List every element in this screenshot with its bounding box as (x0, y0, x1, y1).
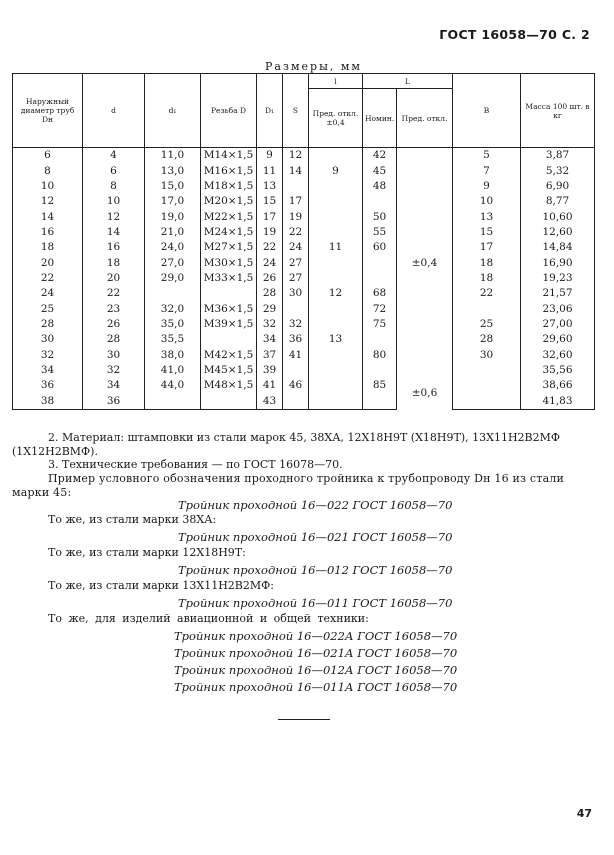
cell-thread: M42×1,5 (201, 347, 257, 362)
cell-thread: M24×1,5 (201, 225, 257, 240)
cell-L-nominal: 80 (363, 347, 397, 362)
col-L: L (363, 74, 453, 89)
cell-d1: 21,0 (145, 225, 201, 240)
cell-l (309, 209, 363, 224)
cell-mass: 16,90 (521, 255, 595, 270)
cell-thread: M22×1,5 (201, 209, 257, 224)
col-B: B (453, 74, 521, 148)
cell-d1: 35,5 (145, 332, 201, 347)
cell-l (309, 225, 363, 240)
cell-B (453, 301, 521, 316)
cell-d: 23 (83, 301, 145, 316)
cell-d: 18 (83, 255, 145, 270)
cell-L-nominal: 50 (363, 209, 397, 224)
cell-l: 9 (309, 163, 363, 178)
note-tech-requirements: 3. Технические требования — по ГОСТ 16078—70. (48, 458, 343, 471)
cell-S: 24 (283, 240, 309, 255)
cell-d: 4 (83, 148, 145, 164)
cell-mass: 5,32 (521, 163, 595, 178)
cell-d: 26 (83, 317, 145, 332)
cell-mass: 3,87 (521, 148, 595, 164)
cell-D1: 41 (257, 378, 283, 393)
cell-thread: M18×1,5 (201, 179, 257, 194)
cell-d1: 15,0 (145, 179, 201, 194)
cell-l (309, 255, 363, 270)
cell-D1: 34 (257, 332, 283, 347)
cell-B: 7 (453, 163, 521, 178)
cell-L-nominal: 75 (363, 317, 397, 332)
cell-thread: M30×1,5 (201, 255, 257, 270)
table-row (13, 286, 595, 301)
cell-l (309, 301, 363, 316)
cell-d: 34 (83, 378, 145, 393)
cell-thread (201, 394, 257, 410)
cell-D1: 37 (257, 347, 283, 362)
cell-D1: 43 (257, 394, 283, 410)
cell-mass: 14,84 (521, 240, 595, 255)
cell-d: 8 (83, 179, 145, 194)
cell-thread: M20×1,5 (201, 194, 257, 209)
table-row (13, 255, 595, 270)
cell-L-nominal: 60 (363, 240, 397, 255)
cell-B: 18 (453, 271, 521, 286)
cell-d1: 27,0 (145, 255, 201, 270)
cell-S: 14 (283, 163, 309, 178)
cell-d1 (145, 394, 201, 410)
cell-mass: 32,60 (521, 347, 595, 362)
cell-l (309, 394, 363, 410)
cell-L-nominal (363, 194, 397, 209)
cell-thread: M36×1,5 (201, 301, 257, 316)
col-outer-diameter: Наружный диаметр труб Dн (13, 74, 83, 148)
table-row (13, 271, 595, 286)
cell-L-nominal: 48 (363, 179, 397, 194)
cell-l (309, 317, 363, 332)
table-row (13, 394, 595, 410)
cell-d1: 44,0 (145, 378, 201, 393)
cell-B (453, 394, 521, 410)
cell-l (309, 148, 363, 164)
cell-mass: 21,57 (521, 286, 595, 301)
example-designation-6: Тройник проходной 16—021А ГОСТ 16058—70 (174, 646, 458, 660)
cell-dn: 30 (13, 332, 83, 347)
cell-S: 32 (283, 317, 309, 332)
cell-L-nominal: 85 (363, 378, 397, 393)
cell-D1: 26 (257, 271, 283, 286)
table-row (13, 194, 595, 209)
cell-L-nominal (363, 394, 397, 410)
cell-S (283, 179, 309, 194)
table-row (13, 347, 595, 362)
col-thread: Резьба D (201, 74, 257, 148)
cell-l (309, 271, 363, 286)
cell-S: 36 (283, 332, 309, 347)
cell-L-nominal: 42 (363, 148, 397, 164)
cell-d1 (145, 286, 201, 301)
cell-S (283, 301, 309, 316)
cell-B: 25 (453, 317, 521, 332)
cell-thread: M33×1,5 (201, 271, 257, 286)
dimensions-table (12, 73, 595, 410)
cell-L-deviation-b: ±0,6 (397, 378, 453, 409)
cell-d: 28 (83, 332, 145, 347)
cell-L-nominal (363, 332, 397, 347)
cell-d: 20 (83, 271, 145, 286)
cell-d: 12 (83, 209, 145, 224)
cell-thread: M39×1,5 (201, 317, 257, 332)
cell-B: 28 (453, 332, 521, 347)
cell-dn: 28 (13, 317, 83, 332)
cell-mass: 23,06 (521, 301, 595, 316)
cell-mass: 35,56 (521, 363, 595, 378)
cell-D1: 17 (257, 209, 283, 224)
table-row (13, 209, 595, 224)
cell-l (309, 179, 363, 194)
cell-L-nominal (363, 255, 397, 270)
cell-d1: 19,0 (145, 209, 201, 224)
cell-mass: 38,66 (521, 378, 595, 393)
table-row (13, 225, 595, 240)
cell-thread (201, 332, 257, 347)
cell-d1: 35,0 (145, 317, 201, 332)
cell-B: 18 (453, 255, 521, 270)
cell-D1: 24 (257, 255, 283, 270)
cell-dn: 10 (13, 179, 83, 194)
example-designation-5: Тройник проходной 16—022А ГОСТ 16058—70 (174, 629, 458, 643)
col-d: d (83, 74, 145, 148)
table-row (13, 378, 595, 393)
col-D1: D₁ (257, 74, 283, 148)
cell-S: 46 (283, 378, 309, 393)
cell-dn: 18 (13, 240, 83, 255)
cell-L-deviation-a: ±0,4 (397, 148, 453, 379)
cell-S: 30 (283, 286, 309, 301)
cell-mass: 8,77 (521, 194, 595, 209)
example-designation-4: Тройник проходной 16—011 ГОСТ 16058—70 (178, 596, 453, 610)
cell-S: 19 (283, 209, 309, 224)
cell-d1: 24,0 (145, 240, 201, 255)
cell-l (309, 194, 363, 209)
cell-B: 30 (453, 347, 521, 362)
cell-D1: 19 (257, 225, 283, 240)
example-designation-7: Тройник проходной 16—012А ГОСТ 16058—70 (174, 663, 458, 677)
cell-B: 13 (453, 209, 521, 224)
table-row (13, 148, 595, 164)
note-same-38xa: То же, из стали марки 38ХА: (48, 513, 217, 526)
cell-dn: 6 (13, 148, 83, 164)
cell-d1: 32,0 (145, 301, 201, 316)
cell-D1: 39 (257, 363, 283, 378)
cell-thread: M16×1,5 (201, 163, 257, 178)
cell-d: 30 (83, 347, 145, 362)
end-rule (278, 719, 330, 720)
cell-d: 36 (83, 394, 145, 410)
cell-thread: M45×1,5 (201, 363, 257, 378)
cell-B (453, 363, 521, 378)
cell-d1: 29,0 (145, 271, 201, 286)
cell-D1: 11 (257, 163, 283, 178)
cell-dn: 34 (13, 363, 83, 378)
cell-d: 14 (83, 225, 145, 240)
cell-d1: 38,0 (145, 347, 201, 362)
example-designation-3: Тройник проходной 16—012 ГОСТ 16058—70 (178, 563, 453, 577)
cell-l (309, 347, 363, 362)
cell-D1: 28 (257, 286, 283, 301)
cell-L-nominal: 68 (363, 286, 397, 301)
cell-d: 32 (83, 363, 145, 378)
cell-D1: 32 (257, 317, 283, 332)
example-designation-8: Тройник проходной 16—011А ГОСТ 16058—70 (174, 680, 458, 694)
col-mass: Масса 100 шт. в кг (521, 74, 595, 148)
cell-L-nominal (363, 363, 397, 378)
col-L-nominal: Номин. (363, 89, 397, 148)
col-l: l (309, 74, 363, 89)
cell-D1: 15 (257, 194, 283, 209)
cell-D1: 13 (257, 179, 283, 194)
table-row (13, 240, 595, 255)
table-row (13, 301, 595, 316)
cell-l: 12 (309, 286, 363, 301)
cell-thread: M48×1,5 (201, 378, 257, 393)
cell-B (453, 378, 521, 393)
cell-thread: M27×1,5 (201, 240, 257, 255)
cell-D1: 29 (257, 301, 283, 316)
cell-S (283, 363, 309, 378)
cell-dn: 36 (13, 378, 83, 393)
cell-L-nominal: 45 (363, 163, 397, 178)
table-row (13, 332, 595, 347)
cell-dn: 8 (13, 163, 83, 178)
cell-L-nominal (363, 271, 397, 286)
cell-d: 16 (83, 240, 145, 255)
cell-mass: 6,90 (521, 179, 595, 194)
cell-d1: 17,0 (145, 194, 201, 209)
cell-D1: 22 (257, 240, 283, 255)
cell-l: 13 (309, 332, 363, 347)
cell-S: 41 (283, 347, 309, 362)
col-L-deviation: Пред. откл. (397, 89, 453, 148)
cell-S (283, 394, 309, 410)
cell-L-nominal: 55 (363, 225, 397, 240)
cell-thread (201, 286, 257, 301)
table-row (13, 363, 595, 378)
cell-l (309, 378, 363, 393)
cell-B: 10 (453, 194, 521, 209)
cell-mass: 10,60 (521, 209, 595, 224)
cell-d1: 41,0 (145, 363, 201, 378)
cell-S: 17 (283, 194, 309, 209)
example-designation-2: Тройник проходной 16—021 ГОСТ 16058—70 (178, 530, 453, 544)
cell-dn: 22 (13, 271, 83, 286)
col-S: S (283, 74, 309, 148)
page-header: ГОСТ 16058—70 С. 2 (439, 27, 590, 42)
cell-B: 22 (453, 286, 521, 301)
page-number: 47 (576, 807, 592, 820)
col-d1: d₁ (145, 74, 201, 148)
example-designation-1: Тройник проходной 16—022 ГОСТ 16058—70 (178, 498, 453, 512)
cell-dn: 16 (13, 225, 83, 240)
col-l-deviation: Пред. откл. ±0,4 (309, 89, 363, 148)
cell-mass: 41,83 (521, 394, 595, 410)
cell-d1: 13,0 (145, 163, 201, 178)
cell-B: 5 (453, 148, 521, 164)
cell-thread: M14×1,5 (201, 148, 257, 164)
cell-S: 27 (283, 255, 309, 270)
cell-dn: 12 (13, 194, 83, 209)
cell-dn: 32 (13, 347, 83, 362)
note-same-13x11: То же, из стали марки 13Х11Н2В2МФ: (48, 579, 274, 592)
cell-D1: 9 (257, 148, 283, 164)
cell-mass: 27,00 (521, 317, 595, 332)
cell-d1: 11,0 (145, 148, 201, 164)
cell-B: 17 (453, 240, 521, 255)
note-example-intro: Пример условного обозначения проходного тройника к трубопроводу Dн 16 из стали марки 45: (12, 472, 565, 499)
table-row (13, 163, 595, 178)
table-caption: Размеры, мм (265, 60, 362, 73)
cell-B: 15 (453, 225, 521, 240)
cell-d: 6 (83, 163, 145, 178)
cell-l (309, 363, 363, 378)
cell-B: 9 (453, 179, 521, 194)
note-same-12x18: То же, из стали марки 12Х18Н9Т: (48, 546, 246, 559)
note-material: 2. Материал: штамповки из стали марок 45, 38ХА, 12Х18Н9Т (Х18Н9Т), 13Х11Н2В2МФ (1Х12Н2ВМФ). (12, 431, 561, 458)
cell-mass: 12,60 (521, 225, 595, 240)
cell-S: 12 (283, 148, 309, 164)
note-same-aviation: То же, для изделий авиационной и общей техники: (48, 612, 369, 625)
cell-S: 27 (283, 271, 309, 286)
cell-dn: 38 (13, 394, 83, 410)
cell-dn: 14 (13, 209, 83, 224)
table-row (13, 317, 595, 332)
cell-mass: 29,60 (521, 332, 595, 347)
table-row (13, 179, 595, 194)
cell-dn: 25 (13, 301, 83, 316)
cell-S: 22 (283, 225, 309, 240)
cell-mass: 19,23 (521, 271, 595, 286)
cell-L-nominal: 72 (363, 301, 397, 316)
cell-dn: 20 (13, 255, 83, 270)
cell-d: 10 (83, 194, 145, 209)
cell-d: 22 (83, 286, 145, 301)
cell-l: 11 (309, 240, 363, 255)
cell-dn: 24 (13, 286, 83, 301)
